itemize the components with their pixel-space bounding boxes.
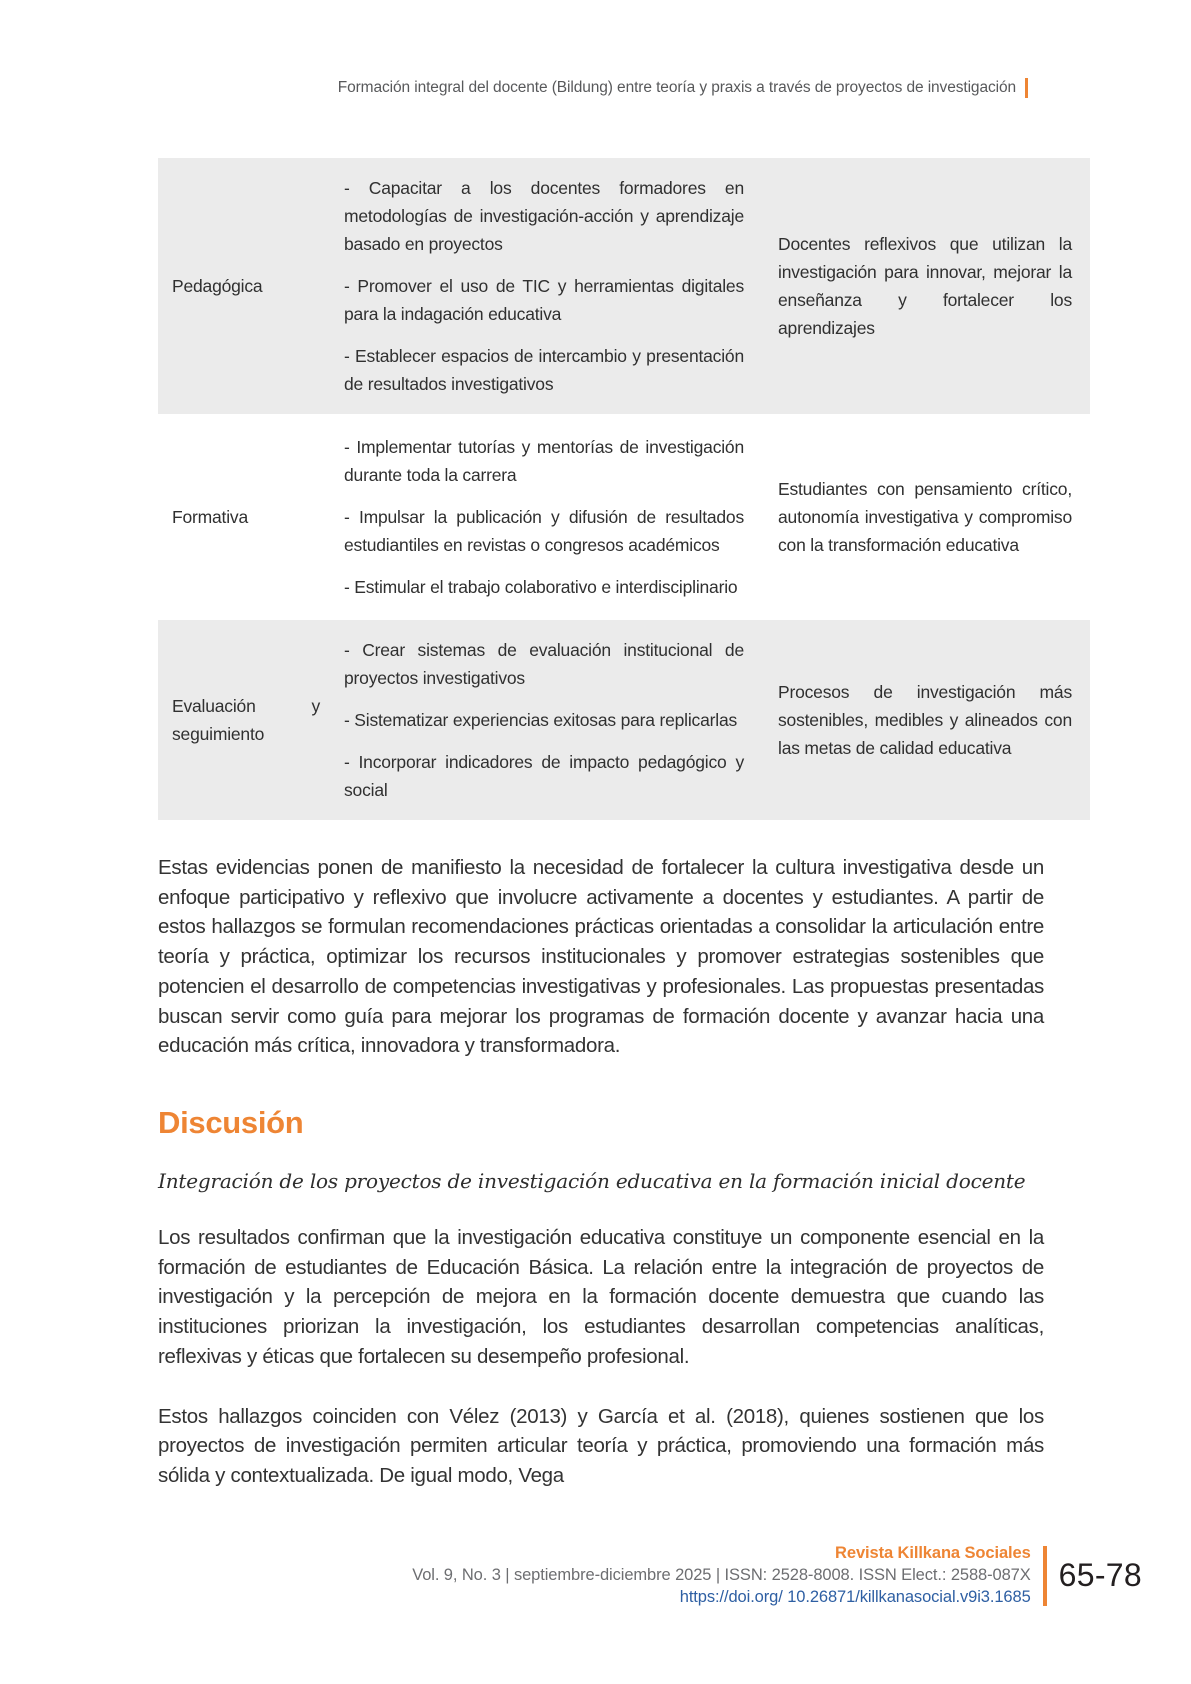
action-item: - Sistematizar experiencias exitosas para replicarlas bbox=[344, 710, 738, 730]
outcome-text: Docentes reflexivos que utilizan la investigación para innovar, mejorar la enseñanza y fortalecer los aprendizajes bbox=[778, 234, 1072, 338]
table-cell-actions bbox=[330, 416, 764, 619]
action-item: - Incorporar indicadores de impacto pedagógico y social bbox=[344, 752, 744, 800]
dimensions-table bbox=[158, 158, 1090, 823]
accent-bar-icon bbox=[1043, 1546, 1047, 1606]
discussion-subheading: Integración de los proyectos de investigación educativa en la formación inicial docente bbox=[158, 1169, 1026, 1194]
table-row bbox=[158, 619, 1090, 822]
body-paragraph: Los resultados confirman que la investigación educativa constituye un componente esencial en la formación de estudiantes de Educación Básica. La relación entre la integración de proyectos de investigación y la percepción de mejora en la formación docente demuestra que cuando las instituciones priorizan la investigación, los estudiantes desarrollan competencias analíticas, reflexivas y éticas que fortalecen su desempeño profesional. bbox=[158, 1226, 1044, 1368]
page-footer bbox=[158, 1543, 1142, 1608]
action-item: - Implementar tutorías y mentorías de investigación durante toda la carrera bbox=[344, 437, 744, 485]
table-row bbox=[158, 416, 1090, 619]
body-paragraph: Estos hallazgos coinciden con Vélez (2013) y García et al. (2018), quienes sostienen que los proyectos de investigación permiten articular teoría y práctica, promoviendo una formación más sólida y contextualizada. De igual modo, Vega bbox=[158, 1404, 1044, 1488]
page-range: 65-78 bbox=[1058, 1557, 1142, 1594]
accent-bar-icon bbox=[1025, 78, 1028, 98]
table-cell-actions bbox=[330, 619, 764, 822]
table-cell-outcome bbox=[764, 619, 1090, 822]
table-row bbox=[158, 158, 1090, 416]
journal-name: Revista Killkana Sociales bbox=[835, 1544, 1031, 1562]
running-head bbox=[158, 78, 1028, 98]
action-item: - Capacitar a los docentes formadores en metodologías de investigación-acción y aprendizaje basado en proyectos bbox=[344, 178, 744, 254]
main-content bbox=[158, 158, 1072, 1491]
doi-link[interactable]: https://doi.org/ 10.26871/killkanasocial.v9i3.1685 bbox=[679, 1587, 1031, 1606]
outcome-text: Procesos de investigación más sostenibles, medibles y alineados con las metas de calidad educativa bbox=[778, 682, 1072, 758]
section-heading-discussion: Discusión bbox=[158, 1105, 304, 1141]
table-cell-outcome bbox=[764, 158, 1090, 416]
action-item: - Impulsar la publicación y difusión de resultados estudiantiles en revistas o congresos académicos bbox=[344, 507, 744, 555]
outcome-text: Estudiantes con pensamiento crítico, autonomía investigativa y compromiso con la transformación educativa bbox=[778, 479, 1072, 555]
issue-info: Vol. 9, No. 3 | septiembre-diciembre 2025 | ISSN: 2528-8008. ISSN Elect.: 2588-087X bbox=[412, 1565, 1031, 1584]
action-item: - Crear sistemas de evaluación institucional de proyectos investigativos bbox=[344, 640, 744, 688]
table-cell-outcome bbox=[764, 416, 1090, 619]
table-cell-category: Evaluación y seguimiento bbox=[158, 619, 330, 822]
action-item: - Estimular el trabajo colaborativo e interdisciplinario bbox=[344, 577, 738, 597]
table-cell-actions bbox=[330, 158, 764, 416]
action-item: - Establecer espacios de intercambio y presentación de resultados investigativos bbox=[344, 346, 744, 394]
table-cell-category: Formativa bbox=[158, 416, 330, 619]
footer-meta bbox=[412, 1543, 1030, 1608]
running-title: Formación integral del docente (Bildung) entre teoría y praxis a través de proyectos de investigación bbox=[337, 79, 1016, 96]
table-cell-category: Pedagógica bbox=[158, 158, 330, 416]
body-paragraph: Estas evidencias ponen de manifiesto la necesidad de fortalecer la cultura investigativa desde un enfoque participativo y reflexivo que involucre activamente a docentes y estudiantes. A partir de estos hallazgos se formulan recomendaciones prácticas orientadas a consolidar la articulación entre teoría y práctica, optimizar los recursos institucionales y promover estrategias sostenibles que potencien el desarrollo de competencias investigativas y profesionales. Las propuestas presentadas buscan servir como guía para mejorar los programas de formación docente y avanzar hacia una educación más crítica, innovadora y transformadora. bbox=[158, 856, 1044, 1058]
action-item: - Promover el uso de TIC y herramientas digitales para la indagación educativa bbox=[344, 276, 744, 324]
